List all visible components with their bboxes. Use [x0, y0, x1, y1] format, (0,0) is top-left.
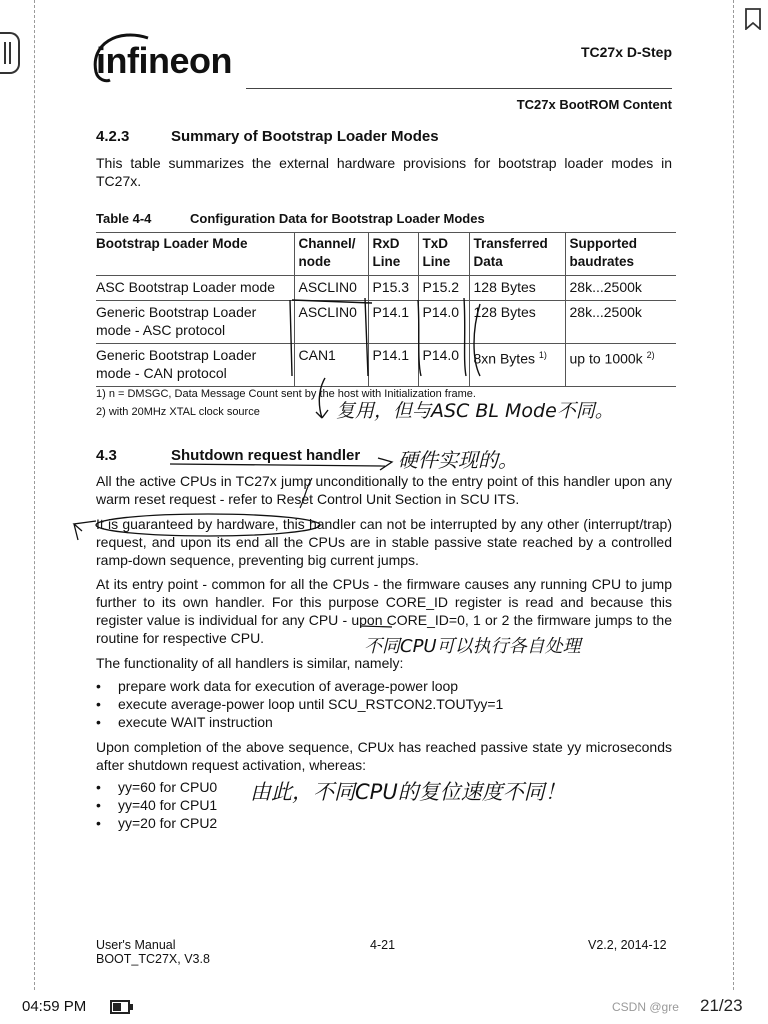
cell: Generic Bootstrap Loader mode - CAN protocol: [96, 344, 294, 387]
footer-doc-id: BOOT_TC27X, V3.8: [96, 952, 210, 966]
list-item: • execute average-power loop until SCU_RSTCON2.TOUTyy=1: [96, 695, 503, 713]
th-rxd: RxD Line: [368, 233, 418, 276]
th-txd: TxD Line: [418, 233, 469, 276]
th-channel: Channel/ node: [294, 233, 368, 276]
battery-level: [113, 1003, 121, 1011]
section-title: Summary of Bootstrap Loader Modes: [171, 128, 439, 145]
cell: 28k...2500k: [565, 276, 676, 301]
infineon-logo: infineon: [96, 40, 232, 81]
battery-icon: [110, 1000, 130, 1014]
handwritten-note-list: 由此，不同CPU的复位速度不同！: [250, 780, 566, 804]
cell: P14.1: [368, 301, 418, 344]
cell: 128 Bytes: [469, 276, 565, 301]
footer-manual: User's Manual: [96, 938, 176, 952]
list-item: • yy=20 for CPU2: [96, 814, 217, 832]
watermark: CSDN @gre: [612, 1000, 679, 1014]
footer-page-number: 4-21: [370, 938, 396, 952]
section-number: 4.3: [96, 447, 117, 464]
cell: Generic Bootstrap Loader mode - ASC protocol: [96, 301, 294, 344]
cell: P14.1: [368, 344, 418, 387]
cell: ASCLIN0: [294, 301, 368, 344]
cell: P14.0: [418, 301, 469, 344]
section-title: Shutdown request handler: [171, 447, 361, 464]
cell: ASCLIN0: [294, 276, 368, 301]
section-number: 4.2.3: [96, 128, 130, 145]
handwritten-note-title: 硬件实现的。: [398, 448, 518, 472]
th-data: Transferred Data: [469, 233, 565, 276]
handwritten-note-table: 复用，但与ASC BL Mode不同。: [336, 400, 614, 422]
handwritten-note-cpu: 不同CPU可以执行各自处理: [364, 636, 581, 657]
cell-text: 8xn Bytes: [473, 350, 535, 367]
paragraph-3: At its entry point - common for all the CPUs - the firmware causes any running CPU to jump further to its own handler. For this purpose CORE_ID register is read and because this register value is individual for any CPU - upon CORE_ID=0, 1 or 2 the firmware jumps to the routine for respective CPU.: [96, 576, 672, 646]
paragraph-2: It is guaranteed by hardware, this handler can not be interrupted by any other (interrupt/trap) request, and upon its end all the CPUs are in stable passive state reached by a controlled ramp-down sequence, preventing big current jumps.: [96, 516, 672, 568]
paragraph-5: Upon completion of the above sequence, CPUx has reached passive state yy microseconds after shutdown request activation, whereas:: [96, 739, 672, 773]
cell: P15.3: [368, 276, 418, 301]
page-counter[interactable]: 21/23: [700, 996, 743, 1015]
cell: P15.2: [418, 276, 469, 301]
footnote-ref: 1): [538, 350, 547, 360]
th-mode: Bootstrap Loader Mode: [96, 233, 294, 276]
list-item: • yy=60 for CPU0: [96, 778, 217, 796]
cell-text: up to 1000k: [569, 350, 643, 367]
cell: 28k...2500k: [565, 301, 676, 344]
list-item: • prepare work data for execution of average-power loop: [96, 677, 503, 695]
document-title: TC27x D-Step: [580, 44, 672, 60]
footer-version: V2.2, 2014-12: [588, 938, 667, 952]
table-caption-title: Configuration Data for Bootstrap Loader Modes: [190, 211, 485, 226]
document-subtitle: TC27x BootROM Content: [516, 97, 672, 112]
list-item: • yy=40 for CPU1: [96, 796, 217, 814]
section-intro: This table summarizes the external hardware provisions for bootstrap loader modes in TC27x.: [96, 155, 672, 189]
cell: 128 Bytes: [469, 301, 565, 344]
cell: P14.0: [418, 344, 469, 387]
status-time: 04:59 PM: [22, 998, 87, 1015]
footnote-ref: 2): [646, 350, 655, 360]
footnote-1: 1) n = DMSGC, Data Message Count sent by the host with Initialization frame.: [96, 388, 476, 400]
paragraph-1: All the active CPUs in TC27x jump unconditionally to the entry point of this handler upon any warm reset request - refer to Reset Control Unit Section in SCU ITS.: [96, 473, 672, 507]
cell: CAN1: [294, 344, 368, 387]
table-caption-number: Table 4-4: [96, 211, 152, 226]
th-baud: Supported baudrates: [565, 233, 676, 276]
cell: ASC Bootstrap Loader mode: [96, 276, 294, 301]
footnote-2: 2) with 20MHz XTAL clock source: [96, 406, 260, 418]
paragraph-4: The functionality of all handlers is similar, namely:: [96, 655, 404, 671]
list-item: • execute WAIT instruction: [96, 713, 503, 731]
